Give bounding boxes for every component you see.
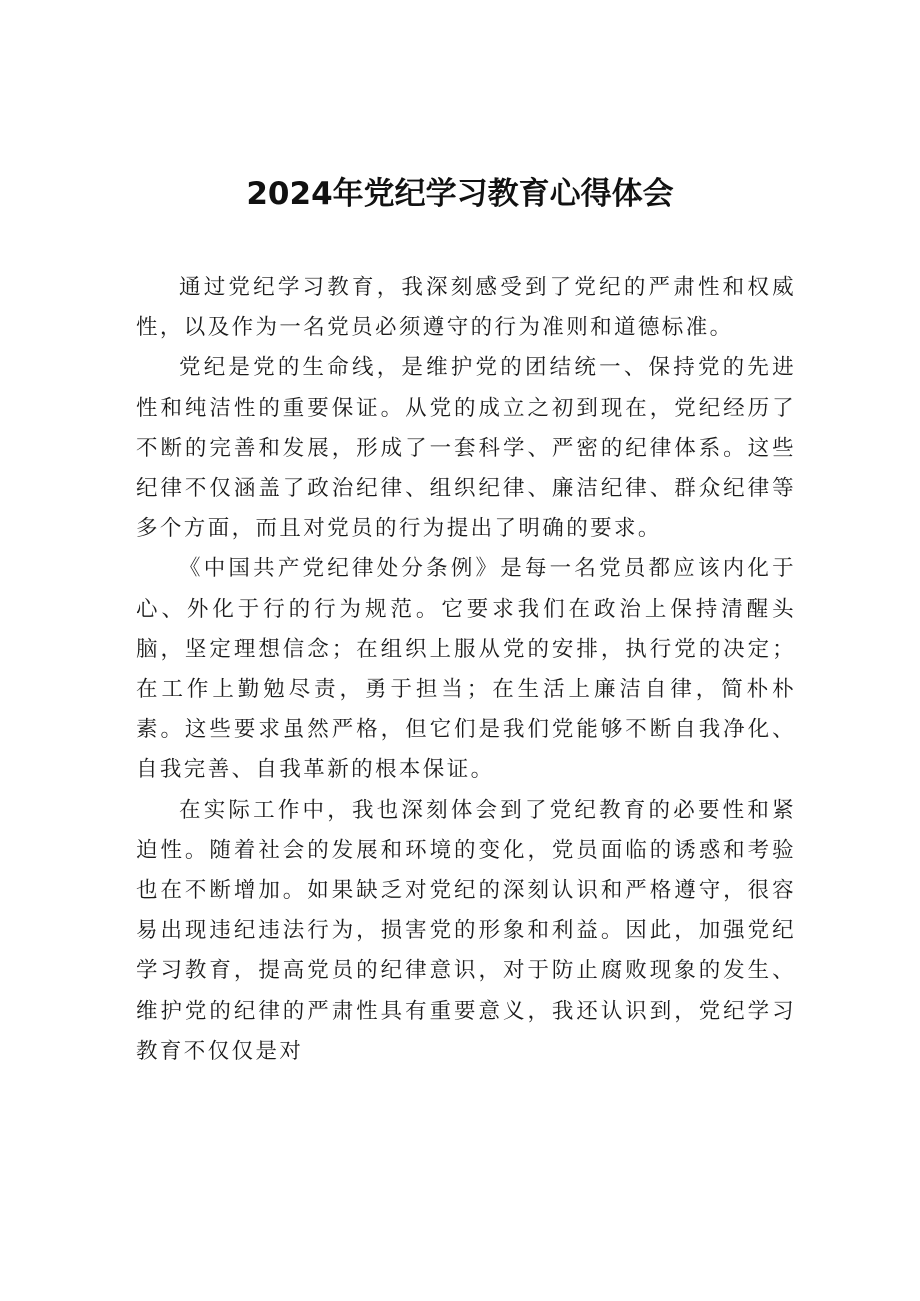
- paragraph: 《中国共产党纪律处分条例》是每一名党员都应该内化于心、外化于行的行为规范。它要求我们在政治上保持清醒头脑，坚定理想信念；在组织上服从党的安排，执行党的决定；在工作上勤勉尽责，勇于担当；在生活上廉洁自律，简朴朴素。这些要求虽然严格，但它们是我们党能够不断自我净化、自我完善、自我革新的根本保证。: [136, 556, 796, 783]
- document-body: [136, 268, 796, 1072]
- paragraph: 在实际工作中，我也深刻体会到了党纪教育的必要性和紧迫性。随着社会的发展和环境的变化，党员面临的诱惑和考验也在不断增加。如果缺乏对党纪的深刻认识和严格遵守，很容易出现违纪违法行为，损害党的形象和利益。因此，加强党纪学习教育，提高党员的纪律意识，对于防止腐败现象的发生、维护党的纪律的严肃性具有重要意义，我还认识到，党纪学习教育不仅仅是对: [136, 797, 796, 1064]
- paragraph: 通过党纪学习教育，我深刻感受到了党纪的严肃性和权威性，以及作为一名党员必须遵守的行为准则和道德标准。: [136, 275, 796, 341]
- document-title: 2024年党纪学习教育心得体会: [246, 176, 674, 212]
- paragraph: 党纪是党的生命线，是维护党的团结统一、保持党的先进性和纯洁性的重要保证。从党的成立之初到现在，党纪经历了不断的完善和发展，形成了一套科学、严密的纪律体系。这些纪律不仅涵盖了政治纪律、组织纪律、廉洁纪律、群众纪律等多个方面，而且对党员的行为提出了明确的要求。: [136, 355, 796, 542]
